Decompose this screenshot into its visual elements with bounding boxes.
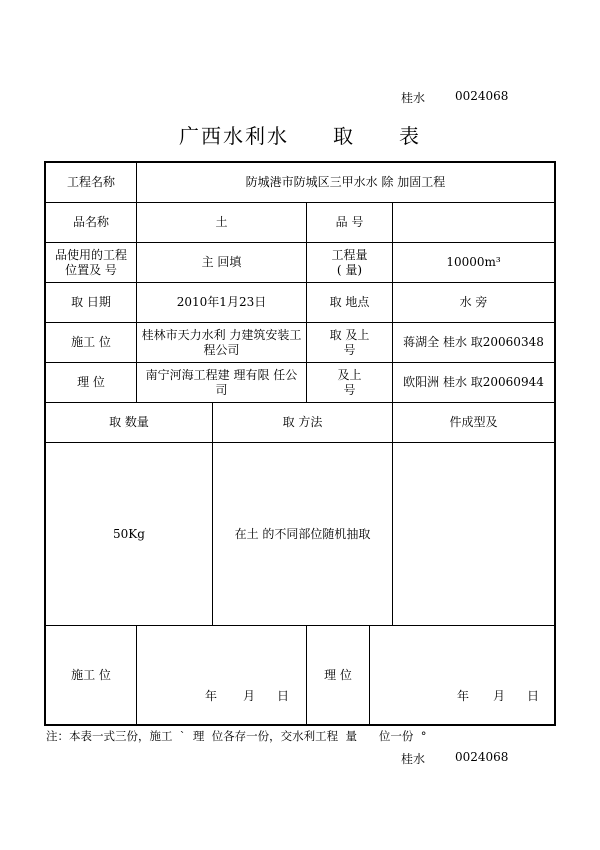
sampling-date-value: 2010年1月23日: [176, 295, 267, 309]
supervisor-value: [137, 363, 306, 402]
product-spec-label: 品 号: [335, 215, 364, 229]
supervisor-label: 理 位: [77, 375, 105, 389]
quantity-label-line2: ( 量): [336, 262, 363, 277]
contractor-value-line1: 桂林市天力水利 力建筑安装工: [141, 327, 302, 342]
product-name-label: 品名称: [72, 215, 109, 229]
sample-method-value: 在土 的不同部位随机抽取: [234, 526, 371, 541]
product-spec-value: [393, 203, 554, 242]
signoff-contractor-day: 日: [277, 689, 290, 703]
quantity-label: [307, 243, 392, 282]
signoff-contractor-month: 月: [243, 689, 256, 703]
sampling-place-value: 水 旁: [459, 295, 488, 309]
contractor-cert-value: 蒋湖全 桂水 取20060348: [403, 335, 544, 349]
sample-method-header: 取 方法: [282, 415, 323, 429]
signoff-supervisor-month: 月: [493, 689, 506, 703]
footnote: 注：本表一式三份，施工 ` 理 位各存一份，交水利工程 量 位一份 °: [46, 729, 427, 743]
form-table: [44, 161, 556, 726]
doc-code-top-label: 桂水: [401, 91, 426, 105]
project-name-value: 防城港市防城区三甲水水 除 加固工程: [245, 175, 446, 189]
contractor-value-line2: 程公司: [203, 342, 240, 357]
contractor-label: 施工 位: [71, 335, 111, 349]
signoff-contractor-box: [137, 626, 306, 724]
supervisor-cert-label-line1: 及上: [337, 367, 362, 382]
project-name-label: 工程名称: [66, 175, 115, 189]
doc-code-bottom-number: 0024068: [455, 750, 509, 764]
sampling-date-label: 取 日期: [71, 295, 111, 309]
usage-label-line2: 位置及 号: [65, 262, 117, 277]
signoff-contractor-label: 施工 位: [71, 667, 111, 682]
quantity-value: 10000m³: [446, 255, 501, 269]
contractor-cert-label: [307, 323, 392, 362]
signoff-supervisor-year: 年: [457, 689, 470, 703]
sample-qty-value: 50Kg: [113, 526, 145, 541]
usage-label: [46, 243, 136, 282]
supervisor-cert-label-line2: 号: [343, 382, 356, 397]
specimen-type-header: 件成型及: [449, 415, 498, 429]
supervisor-value-line2: 司: [215, 382, 228, 397]
usage-value: 主 回填: [201, 255, 242, 269]
supervisor-cert-value: 欧阳洲 桂水 取20060944: [403, 375, 544, 389]
product-name-value: 土: [215, 215, 228, 229]
contractor-value: [137, 323, 306, 362]
sample-qty-header: 取 数量: [109, 415, 149, 429]
signoff-supervisor-box: [370, 626, 554, 724]
specimen-type-value: [393, 443, 554, 625]
doc-code-top-number: 0024068: [455, 89, 509, 103]
contractor-cert-label-line1: 取 及上: [329, 327, 370, 342]
usage-label-line1: 品使用的工程: [54, 247, 127, 262]
page-title: 广西水利水 取 表: [179, 124, 421, 148]
supervisor-value-line1: 南宁河海工程建 理有限 任公: [145, 367, 298, 382]
supervisor-cert-label: [307, 363, 392, 402]
quantity-label-line1: 工程量: [331, 247, 368, 262]
signoff-supervisor-day: 日: [527, 689, 540, 703]
signoff-supervisor-label: 理 位: [324, 667, 352, 682]
doc-code-bottom-label: 桂水: [401, 752, 426, 766]
sampling-place-label: 取 地点: [329, 295, 370, 309]
contractor-cert-label-line2: 号: [343, 342, 356, 357]
signoff-contractor-year: 年: [205, 689, 218, 703]
